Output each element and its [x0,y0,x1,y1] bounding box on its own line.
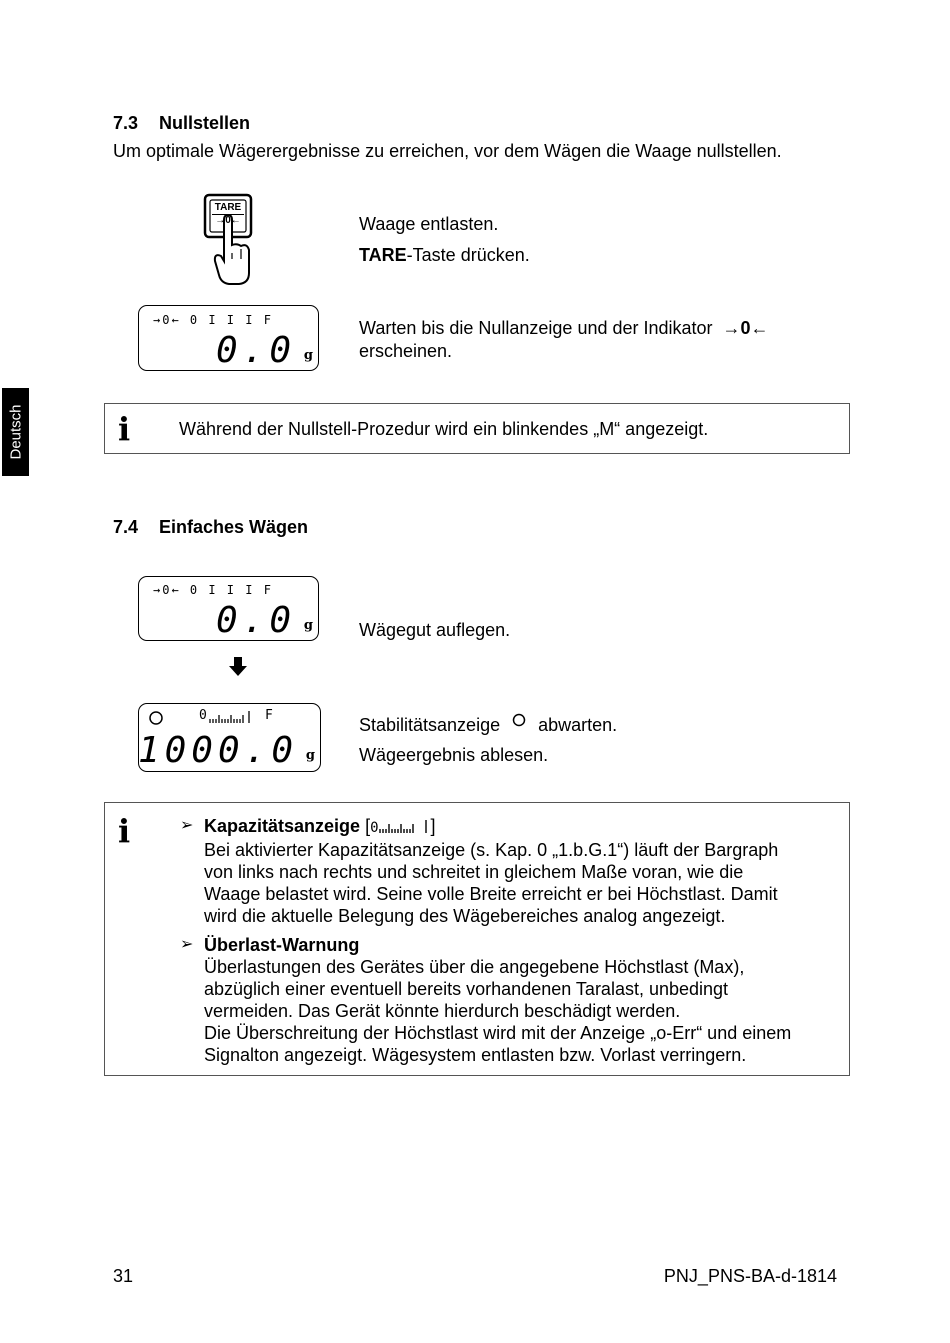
capacity-line-4: wird die aktuelle Belegung des Wägebereiches analog angezeigt. [204,906,726,926]
overload-line-4: Die Überschreitung der Höchstlast wird mit der Anzeige „o-Err“ und einem [204,1023,792,1043]
lcd-value: 0.0 [215,600,296,641]
info-box-weighing [104,802,850,1076]
bracket-close: ] [430,816,436,836]
stability-circle-icon [512,713,526,727]
overload-line-2: abzüglich einer eventuell bereits vorhandenen Taralast, unbedingt [204,979,729,999]
step-press-tare [359,244,530,266]
lcd-indicators: →0← 0 I I I F [153,583,273,597]
stability-text-after: abwarten. [538,715,618,735]
lcd-value: 1000.0 [137,730,298,771]
wait-text: Warten bis die Nullanzeige und der Indikator [359,318,713,338]
tare-bold: TARE [359,245,407,265]
tare-key-label: TARE [212,202,244,215]
step-press-tare-rest: -Taste drücken. [406,245,530,265]
bullet-arrow-icon: ➢ [180,936,194,953]
capacity-line-2: von links nach rechts und schreitet in gleichem Maße voran, wie die [204,862,744,882]
bullet-arrow-icon: ➢ [180,817,194,834]
section-7-4-number: 7.4 [113,517,139,537]
lcd-value: 0.0 [215,330,296,371]
lcd-display-load [138,703,321,772]
step-unload-text: Waage entlasten. [359,214,499,234]
capacity-bargraph-icon [379,819,431,833]
stability-circle-icon [148,710,164,726]
info-note-text: Während der Nullstell-Prozedur wird ein blinkendes „M“ angezeigt. [179,419,709,439]
lcd-bargraph-zero: 0 [199,708,207,723]
capacity-item-heading [204,815,844,839]
lcd-display-zero-2 [138,576,319,641]
stability-text-before: Stabilitätsanzeige [359,715,501,735]
page-number: 31 [113,1266,134,1286]
info-icon: i [118,410,131,448]
overload-line-5: Signalton angezeigt. Wägesystem entlasten bzw. Vorlast verringern. [204,1045,747,1065]
section-7-3-number: 7.3 [113,113,139,133]
arrow-down-icon [228,656,248,682]
section-7-3-intro: Um optimale Wägerergebnisse zu erreichen, vor dem Wägen die Waage nullstellen. [113,141,782,161]
language-tab-label: Deutsch [7,404,24,460]
overload-title: Überlast-Warnung [204,935,360,955]
lcd-f-label: F [265,708,273,723]
capacity-bargraph-icon [209,710,259,723]
info-icon: i [118,812,131,850]
capacity-line-3: Waage belastet wird. Seine volle Breite erreicht er bei Höchstlast. Damit [204,884,778,904]
lcd-unit: g [303,348,313,363]
wait-text-line2: erscheinen. [359,341,453,361]
zero-indicator-symbol: →0← [722,318,769,338]
bracket-open: [ [365,816,371,836]
tare-key-illustration [203,193,255,288]
language-tab [2,388,29,476]
lcd-indicators: →0← 0 I I I F [153,313,273,327]
lcd-unit: g [305,748,315,763]
section-7-3-title: Nullstellen [159,113,251,133]
wait-text-line1 [359,317,769,339]
overload-item [204,934,844,1066]
overload-line-3: vermeiden. Das Gerät könnte hierdurch beschädigt werden. [204,1001,681,1021]
lcd-unit: g [303,618,313,633]
stability-text [359,713,617,736]
tare-key-zero-symbol: →0← [215,215,241,226]
overload-line-1: Überlastungen des Gerätes über die angegebene Höchstlast (Max), [204,957,745,977]
step-load-text: Wägegut auflegen. [359,620,511,640]
read-result-text: Wägeergebnis ablesen. [359,745,549,765]
capacity-title: Kapazitätsanzeige [204,816,361,836]
bargraph-zero: 0 [370,820,379,836]
info-box-zeroing [104,403,850,454]
document-id: PNJ_PNS-BA-d-1814 [663,1266,837,1286]
lcd-display-zero-1 [138,305,319,371]
capacity-item [204,815,844,927]
section-7-4-title: Einfaches Wägen [159,517,309,537]
capacity-line-1: Bei aktivierter Kapazitätsanzeige (s. Kap. 0 „1.b.G.1“) läuft der Bargraph [204,840,779,860]
